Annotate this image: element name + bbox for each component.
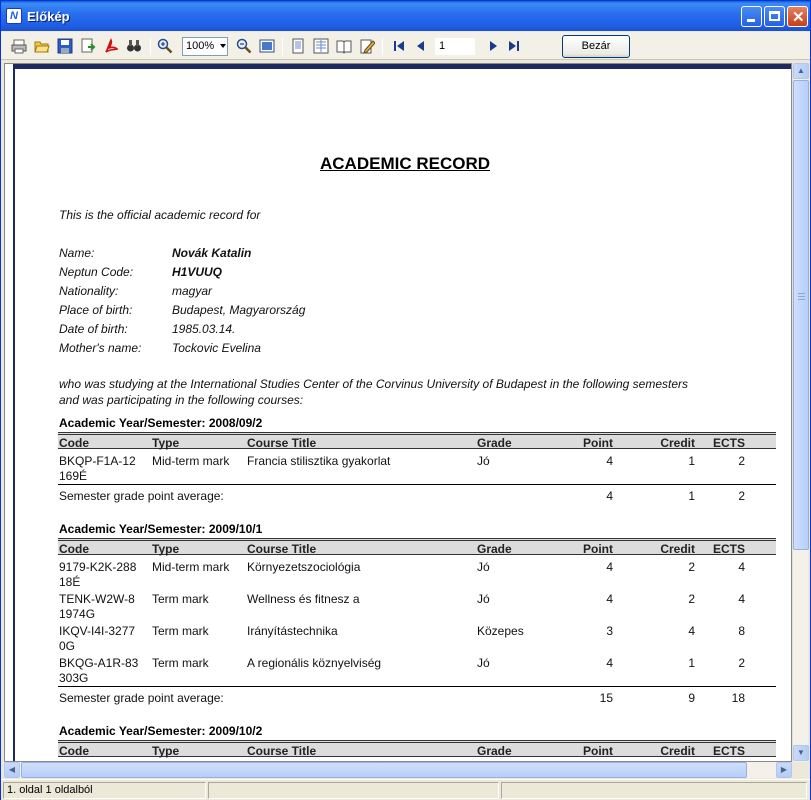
cell-type: Term mark (152, 592, 209, 606)
field-value: magyar (172, 284, 213, 298)
semester-heading: Academic Year/Semester: 2009/10/1 (59, 522, 263, 536)
book-view-icon[interactable] (336, 38, 352, 54)
scroll-down-button[interactable]: ▼ (793, 745, 809, 761)
avg-ects: 18 (731, 691, 745, 705)
cell-type: Term mark (152, 624, 209, 638)
field-label: Place of birth: (59, 303, 133, 317)
column-header-grade: Grade (477, 436, 512, 450)
page-number-value: 1 (439, 40, 446, 52)
column-header-code: Code (59, 542, 89, 556)
scroll-up-button[interactable]: ▲ (793, 63, 809, 79)
field-value: H1VUUQ (172, 265, 223, 279)
horizontal-scrollbar[interactable] (4, 762, 792, 778)
toolbar (1, 32, 810, 60)
field-label: Date of birth: (59, 322, 128, 336)
page-number-input[interactable] (435, 38, 475, 55)
status-panel-2 (208, 782, 499, 799)
avg-label: Semester grade point average: (59, 691, 224, 705)
page-status: 1. oldal 1 oldalból (3, 782, 206, 799)
maximize-icon (769, 11, 780, 21)
column-header-type: Type (152, 542, 180, 556)
avg-credit: 1 (688, 489, 695, 503)
cell-title: A regionális köznyelviség (247, 656, 382, 670)
avg-point: 15 (599, 691, 613, 705)
cell-grade: Jó (477, 592, 490, 606)
printer-icon[interactable] (11, 38, 27, 54)
cell-credit: 2 (688, 592, 695, 606)
prev-page-icon[interactable] (413, 38, 429, 54)
cell-code: 9179-K2K-288 18É (59, 560, 137, 589)
column-header-credit: Credit (660, 436, 695, 450)
open-folder-icon[interactable] (34, 38, 50, 54)
cell-title: Wellness és fitnesz a (247, 592, 360, 606)
column-header-point: Point (583, 436, 613, 450)
field-value: Tockovic Evelina (172, 341, 261, 355)
save-disk-icon[interactable] (57, 38, 73, 54)
edit-page-icon[interactable] (359, 38, 375, 54)
column-header-grade: Grade (477, 744, 512, 758)
close-preview-button[interactable]: Bezár (562, 35, 630, 58)
close-icon: ✕ (792, 9, 805, 26)
next-page-icon[interactable] (485, 38, 501, 54)
column-header-title: Course Title (247, 542, 317, 556)
chevron-down-icon (220, 44, 226, 48)
table-header (58, 432, 776, 449)
export-icon[interactable] (80, 38, 96, 54)
table-header (58, 538, 776, 555)
page-border-left (5, 64, 15, 762)
cell-grade: Jó (477, 560, 490, 574)
column-header-ects: ECTS (712, 542, 745, 556)
cell-title: Környezetszociológia (247, 560, 361, 574)
minimize-icon (747, 19, 755, 22)
single-page-icon[interactable] (290, 38, 306, 54)
table-header (58, 740, 776, 757)
field-label: Name: (59, 246, 95, 260)
cell-credit: 1 (688, 454, 695, 468)
vertical-scroll-thumb[interactable] (793, 80, 809, 550)
cell-point: 4 (606, 656, 613, 670)
cell-code: BKQG-A1R-83 303G (59, 656, 139, 685)
toolbar-separator (282, 38, 283, 55)
zoom-in-icon[interactable] (157, 38, 173, 54)
semester-heading: Academic Year/Semester: 2009/10/2 (59, 724, 263, 738)
cell-grade: Jó (477, 656, 490, 670)
column-header-code: Code (59, 744, 89, 758)
avg-credit: 9 (688, 691, 695, 705)
app-icon: N (6, 8, 22, 24)
zoom-select[interactable] (182, 37, 228, 56)
multi-page-icon[interactable] (313, 38, 329, 54)
cell-title: Francia stilisztika gyakorlat (247, 454, 391, 468)
first-page-icon[interactable] (391, 38, 407, 54)
document-page (17, 69, 792, 762)
column-header-grade: Grade (477, 542, 512, 556)
scroll-right-button[interactable]: ▶ (776, 762, 792, 778)
cell-grade: Jó (477, 454, 490, 468)
cell-point: 4 (606, 454, 613, 468)
column-header-ects: ECTS (712, 436, 745, 450)
cell-type: Mid-term mark (152, 454, 230, 468)
toolbar-separator (382, 38, 383, 55)
maximize-button[interactable] (764, 6, 785, 27)
cell-credit: 4 (688, 624, 695, 638)
table-rule (58, 484, 776, 485)
column-header-credit: Credit (660, 542, 695, 556)
avg-label: Semester grade point average: (59, 489, 224, 503)
full-page-icon[interactable] (259, 38, 275, 54)
cell-code: BKQP-F1A-12 169É (59, 454, 136, 483)
zoom-value: 100% (186, 40, 215, 52)
field-label: Mother's name: (59, 341, 142, 355)
column-header-type: Type (152, 436, 180, 450)
cell-grade: Közepes (477, 624, 524, 638)
horizontal-scroll-thumb[interactable] (21, 762, 747, 778)
cell-credit: 1 (688, 656, 695, 670)
field-label: Nationality: (59, 284, 119, 298)
column-header-point: Point (583, 744, 613, 758)
intro-text: This is the official academic record for (59, 208, 261, 222)
cell-credit: 2 (688, 560, 695, 574)
cell-type: Term mark (152, 656, 209, 670)
scroll-left-button[interactable]: ◀ (4, 762, 20, 778)
field-value: Novák Katalin (172, 246, 252, 260)
status-bar (1, 779, 810, 800)
column-header-credit: Credit (660, 744, 695, 758)
field-value: Budapest, Magyarország (172, 303, 306, 317)
cell-point: 4 (606, 592, 613, 606)
avg-ects: 2 (738, 489, 745, 503)
field-label: Neptun Code: (59, 265, 134, 279)
find-binoculars-icon[interactable] (126, 38, 142, 54)
column-header-title: Course Title (247, 744, 317, 758)
cell-ects: 4 (738, 560, 745, 574)
statement-line-1: who was studying at the International Studies Center of the Corvinus University of Budapest in the following semesters (59, 377, 688, 391)
table-rule (58, 686, 776, 687)
document-title: ACADEMIC RECORD (320, 154, 490, 173)
cell-point: 3 (606, 624, 613, 638)
field-value: 1985.03.14. (172, 322, 236, 336)
status-panel-3 (501, 782, 807, 799)
cell-title: Irányítástechnika (247, 624, 338, 638)
window-title: Előkép (27, 9, 70, 24)
statement-line-2: and was participating in the following courses: (59, 393, 304, 407)
column-header-code: Code (59, 436, 89, 450)
cell-ects: 2 (738, 454, 745, 468)
pdf-icon[interactable] (103, 38, 119, 54)
cell-ects: 8 (738, 624, 745, 638)
window-close-button[interactable] (787, 6, 808, 27)
semester-heading: Academic Year/Semester: 2008/09/2 (59, 416, 263, 430)
column-header-ects: ECTS (712, 744, 745, 758)
cell-point: 4 (606, 560, 613, 574)
cell-ects: 2 (738, 656, 745, 670)
last-page-icon[interactable] (506, 38, 522, 54)
minimize-button[interactable] (741, 6, 762, 27)
cell-code: IKQV-I4I-3277 0G (59, 624, 136, 653)
zoom-out-icon[interactable] (236, 38, 252, 54)
cell-code: TENK-W2W-8 1974G (59, 592, 135, 621)
title-bar[interactable] (1, 1, 810, 31)
column-header-title: Course Title (247, 436, 317, 450)
column-header-point: Point (583, 542, 613, 556)
cell-type: Mid-term mark (152, 560, 230, 574)
cell-ects: 4 (738, 592, 745, 606)
avg-point: 4 (606, 489, 613, 503)
preview-viewport[interactable] (4, 63, 792, 762)
toolbar-separator (150, 38, 151, 55)
vertical-scrollbar[interactable] (792, 63, 808, 762)
column-header-type: Type (152, 744, 180, 758)
